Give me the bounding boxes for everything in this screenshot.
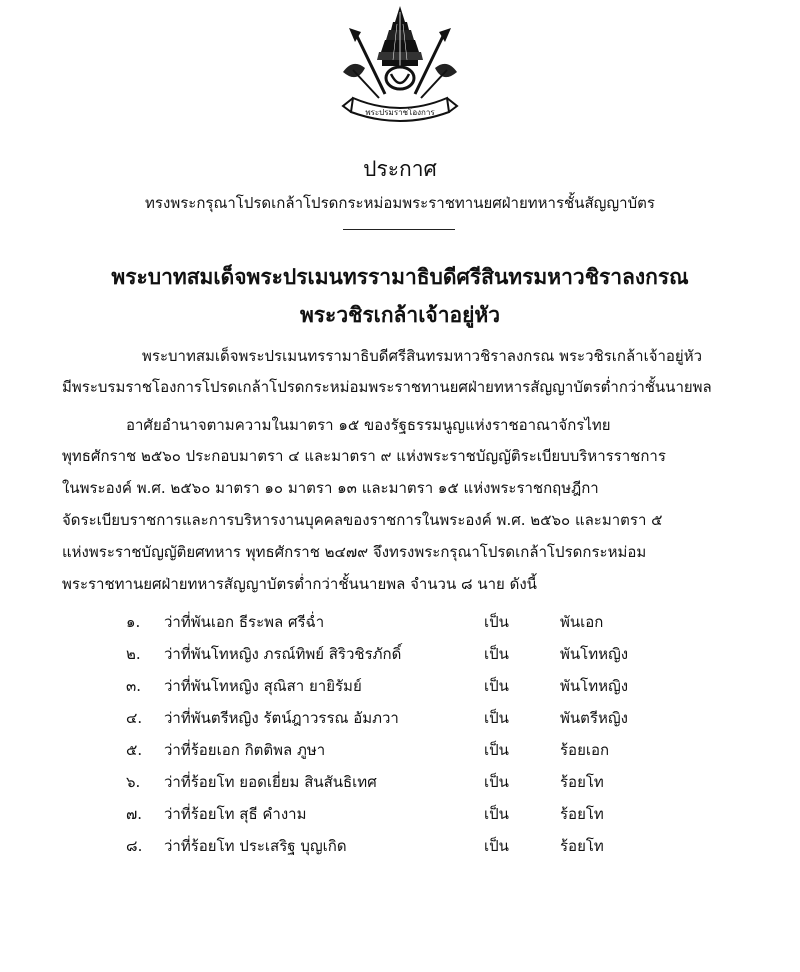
para2-line-1: อาศัยอำนาจตามความในมาตรา ๑๕ ของรัฐธรรมนูญแห่งราชอาณาจักรไทย xyxy=(126,416,611,434)
para1-line-1: พระบาทสมเด็จพระปรเมนทรรามาธิบดีศรีสินทรมหาวชิราลงกรณ พระวชิรเกล้าเจ้าอยู่หัว xyxy=(142,347,703,365)
royal-crown-icon xyxy=(335,2,465,130)
title-divider xyxy=(343,229,455,230)
item-be: เป็น xyxy=(484,805,509,823)
item-name: ว่าที่ร้อยโท ยอดเยี่ยม สินสันธิเทศ xyxy=(164,773,377,791)
item-rank: พันตรีหญิง xyxy=(560,709,628,727)
item-be: เป็น xyxy=(484,837,509,855)
item-number: ๘. xyxy=(126,837,143,855)
item-name: ว่าที่พันโทหญิง ภรณ์ทิพย์ สิริวชิรภักดิ์ xyxy=(164,645,402,663)
royal-cipher-emblem xyxy=(335,2,465,130)
item-rank: ร้อยโท xyxy=(560,805,604,823)
item-be: เป็น xyxy=(484,677,509,695)
item-number: ๓. xyxy=(126,677,142,695)
item-be: เป็น xyxy=(484,773,509,791)
announcement-title: ประกาศ xyxy=(363,157,437,181)
item-name: ว่าที่ร้อยโท ประเสริฐ บุญเกิด xyxy=(164,837,347,855)
item-name: ว่าที่พันตรีหญิง รัตน์ฎาวรรณ อัมภวา xyxy=(164,709,399,727)
item-number: ๒. xyxy=(126,645,141,663)
para2-line-2: พุทธศักราช ๒๕๖๐ ประกอบมาตรา ๔ และมาตรา ๙ แห่งพระราชบัญญัติระเบียบบริหารราชการ xyxy=(62,447,666,465)
para2-line-5: แห่งพระราชบัญญัติยศทหาร พุทธศักราช ๒๔๗๙ จึงทรงพระกรุณาโปรดเกล้าโปรดกระหม่อม xyxy=(62,543,647,561)
item-be: เป็น xyxy=(484,741,509,759)
item-number: ๕. xyxy=(126,741,143,759)
king-name-line-2: พระวชิรเกล้าเจ้าอยู่หัว xyxy=(299,302,501,327)
item-name: ว่าที่ร้อยโท สุธี คำงาม xyxy=(164,805,307,823)
item-number: ๑. xyxy=(126,613,141,631)
king-name-line-1: พระบาทสมเด็จพระปรเมนทรรามาธิบดีศรีสินทรมหาวชิราลงกรณ xyxy=(111,264,689,289)
item-be: เป็น xyxy=(484,613,509,631)
item-rank: ร้อยโท xyxy=(560,837,604,855)
item-name: ว่าที่พันเอก ธีระพล ศรีฉ่ำ xyxy=(164,613,325,631)
emblem-banner-text: พระปรมราชโองการ xyxy=(365,108,435,117)
item-rank: พันเอก xyxy=(560,613,604,631)
item-number: ๔. xyxy=(126,709,143,727)
item-name: ว่าที่พันโทหญิง สุณิสา ยายิรัมย์ xyxy=(164,677,362,695)
item-be: เป็น xyxy=(484,709,509,727)
item-rank: พันโทหญิง xyxy=(560,677,629,695)
item-name: ว่าที่ร้อยเอก กิตติพล ภูษา xyxy=(164,741,326,759)
item-be: เป็น xyxy=(484,645,509,663)
item-number: ๖. xyxy=(126,773,141,791)
para1-line-2: มีพระบรมราชโองการโปรดเกล้าโปรดกระหม่อมพระราชทานยศฝ่ายทหารสัญญาบัตรต่ำกว่าชั้นนายพล xyxy=(62,378,712,396)
item-number: ๗. xyxy=(126,805,143,823)
item-rank: ร้อยโท xyxy=(560,773,604,791)
para2-line-3: ในพระองค์ พ.ศ. ๒๕๖๐ มาตรา ๑๐ มาตรา ๑๓ และมาตรา ๑๕ แห่งพระราชกฤษฎีกา xyxy=(62,479,599,497)
announcement-subtitle: ทรงพระกรุณาโปรดเกล้าโปรดกระหม่อมพระราชทานยศฝ่ายทหารชั้นสัญญาบัตร xyxy=(145,194,655,212)
item-rank: พันโทหญิง xyxy=(560,645,629,663)
para2-line-6: พระราชทานยศฝ่ายทหารสัญญาบัตรต่ำกว่าชั้นนายพล จำนวน ๘ นาย ดังนี้ xyxy=(62,575,537,593)
item-rank: ร้อยเอก xyxy=(560,741,610,759)
para2-line-4: จัดระเบียบราชการและการบริหารงานบุคคลของราชการในพระองค์ พ.ศ. ๒๕๖๐ และมาตรา ๕ xyxy=(62,511,663,529)
